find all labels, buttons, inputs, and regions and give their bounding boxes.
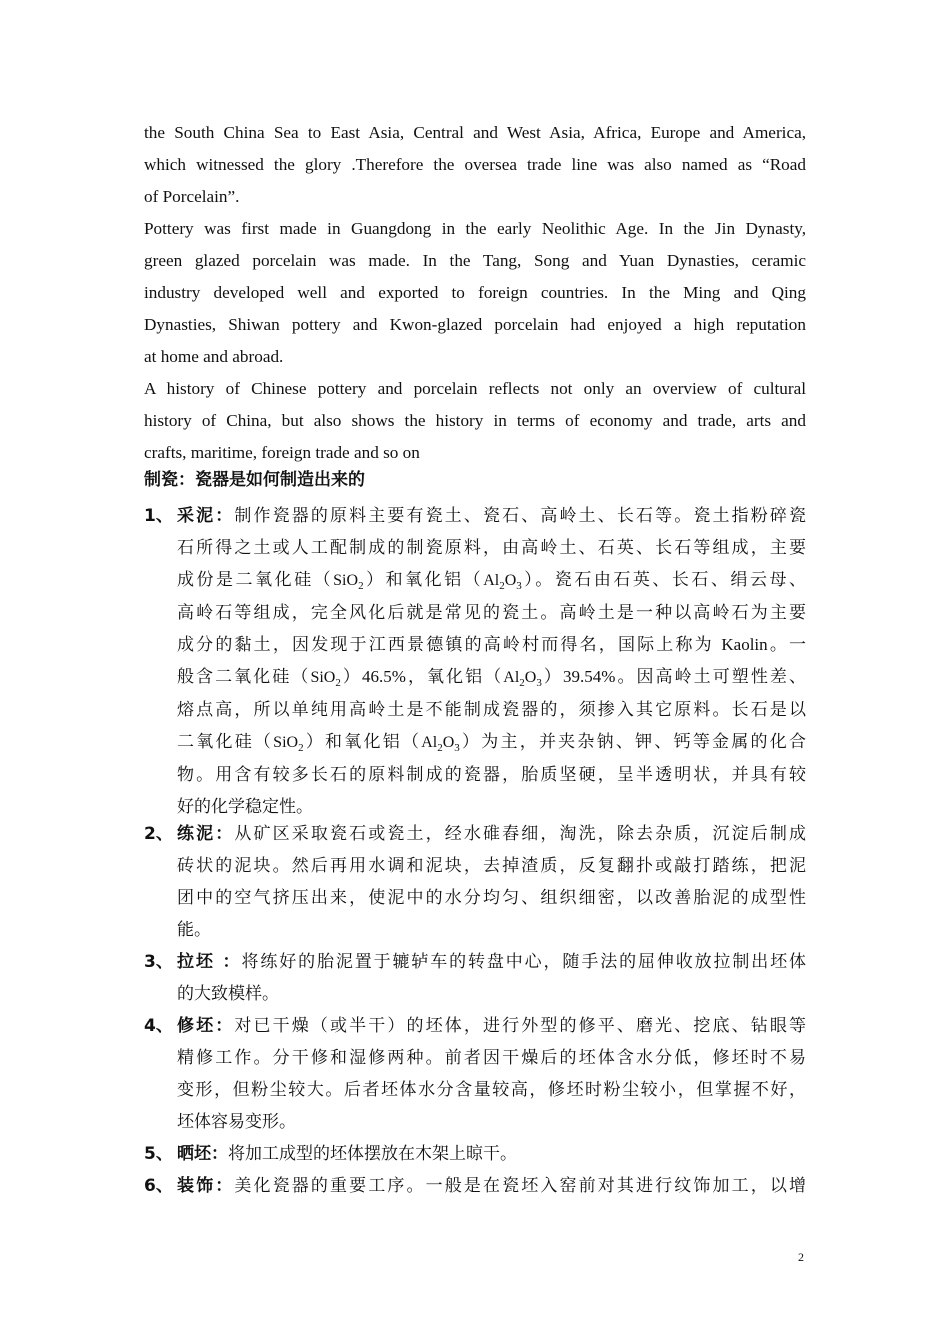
text-line: 团中的空气挤压出来，使泥中的水分均匀、组织细密，以改善胎泥的成型性 bbox=[177, 888, 806, 908]
text-line: 能。 bbox=[177, 920, 211, 940]
item-number: 2、 bbox=[144, 824, 173, 844]
text-line: 练泥：从矿区采取瓷石或瓷土，经水碓舂细，淘洗，除去杂质，沉淀后制成 bbox=[177, 824, 806, 844]
text-line: 成分的黏土，因发现于江西景德镇的高岭村而得名，国际上称为 Kaolin。一 bbox=[177, 635, 806, 655]
text-line: 变形，但粉尘较大。后者坯体水分含量较高，修坯时粉尘较小，但掌握不好， bbox=[177, 1080, 806, 1100]
text-line: 石所得之土或人工配制成的制瓷原料，由高岭土、石英、长石等组成，主要 bbox=[177, 538, 806, 558]
item-number: 1、 bbox=[144, 506, 173, 526]
item-title: 拉坯 ： bbox=[177, 952, 242, 972]
item-number: 3、 bbox=[144, 952, 173, 972]
item-title: 晒坯： bbox=[177, 1144, 228, 1164]
text-line: which witnessed the glory .Therefore the oversea trade line was also named as “Road bbox=[144, 155, 806, 174]
text-line: crafts, maritime, foreign trade and so on bbox=[144, 443, 420, 462]
english-paragraph-2 bbox=[144, 213, 806, 373]
list-item-4 bbox=[144, 1010, 806, 1138]
text-line: Dynasties, Shiwan pottery and Kwon-glazed porcelain had enjoyed a high reputation bbox=[144, 315, 806, 334]
list-item-1 bbox=[144, 500, 806, 823]
text-line: 采泥：制作瓷器的原料主要有瓷土、瓷石、高岭土、长石等。瓷土指粉碎瓷 bbox=[177, 506, 806, 526]
page-number: 2 bbox=[798, 1250, 804, 1264]
text-line: industry developed well and exported to foreign countries. In the Ming and Qing bbox=[144, 283, 806, 302]
item-number: 4、 bbox=[144, 1016, 173, 1036]
text-line: of Porcelain”. bbox=[144, 187, 240, 206]
item-title: 装饰： bbox=[177, 1176, 235, 1196]
text-line: 装饰：美化瓷器的重要工序。一般是在瓷坯入窑前对其进行纹饰加工，以增 bbox=[177, 1176, 806, 1196]
text-line: history of China, but also shows the history in terms of economy and trade, arts and bbox=[144, 411, 806, 430]
text-line: A history of Chinese pottery and porcelain reflects not only an overview of cultural bbox=[144, 379, 806, 398]
list-item-5 bbox=[144, 1138, 806, 1170]
text-line: 物。用含有较多长石的原料制成的瓷器，胎质坚硬，呈半透明状，并具有较 bbox=[177, 765, 806, 785]
text-line: 高岭石等组成，完全风化后就是常见的瓷土。高岭土是一种以高岭石为主要 bbox=[177, 603, 806, 623]
text-line: at home and abroad. bbox=[144, 347, 284, 366]
item-title: 采泥： bbox=[177, 506, 235, 526]
item-title: 练泥： bbox=[177, 824, 235, 844]
text-line: 二氧化硅（SiO$_2$）和氧化铝$(Al_2O_3)$为主，并夹杂钠、钾、钙等金属的化合 bbox=[177, 732, 806, 754]
list-item-2 bbox=[144, 818, 806, 946]
english-paragraph-3 bbox=[144, 373, 806, 469]
text-line: 砖状的泥块。然后再用水调和泥块，去掉渣质，反复翻扑或敲打踏练，把泥 bbox=[177, 856, 806, 876]
item-number: 5、 bbox=[144, 1144, 173, 1164]
text-line: 晒坯：将加工成型的坯体摆放在木架上晾干。 bbox=[177, 1144, 517, 1164]
list-item-6 bbox=[144, 1170, 806, 1202]
section-heading: 制瓷：瓷器是如何制造出来的 bbox=[144, 470, 365, 490]
text-line: green glazed porcelain was made. In the Tang, Song and Yuan Dynasties, ceramic bbox=[144, 251, 806, 270]
item-number: 6、 bbox=[144, 1176, 173, 1196]
text-line: 熔点高，所以单纯用高岭土是不能制成瓷器的，须掺入其它原料。长石是以 bbox=[177, 700, 806, 720]
english-paragraph-1 bbox=[144, 117, 806, 213]
text-line: 坯体容易变形。 bbox=[177, 1112, 296, 1132]
text-line: 的大致模样。 bbox=[177, 984, 279, 1004]
text-line: the South China Sea to East Asia, Central and West Asia, Africa, Europe and America, bbox=[144, 123, 806, 142]
item-title: 修坯： bbox=[177, 1016, 235, 1036]
text-line: 成份是二氧化硅（SiO$_2$）和氧化铝$(Al_2O_3)$。瓷石由石英、长石、绢云母、 bbox=[177, 570, 807, 592]
text-line: 修坯：对已干燥（或半干）的坯体，进行外型的修平、磨光、挖底、钻眼等 bbox=[177, 1016, 806, 1036]
text-line: 好的化学稳定性。 bbox=[177, 797, 313, 817]
list-item-3 bbox=[144, 946, 806, 1010]
text-line: 拉坯 ：将练好的胎泥置于辘轳车的转盘中心，随手法的屈伸收放拉制出坯体 bbox=[177, 952, 807, 972]
text-line: 精修工作。分干修和湿修两种。前者因干燥后的坯体含水分低，修坯时不易 bbox=[177, 1048, 806, 1068]
text-line: Pottery was first made in Guangdong in the early Neolithic Age. In the Jin Dynasty, bbox=[144, 219, 806, 238]
text-line: 般含二氧化硅（SiO$_2$）46.5%，氧化铝$(Al_2O_3)39.54\%$。因高岭土可塑性差、 bbox=[177, 667, 806, 689]
